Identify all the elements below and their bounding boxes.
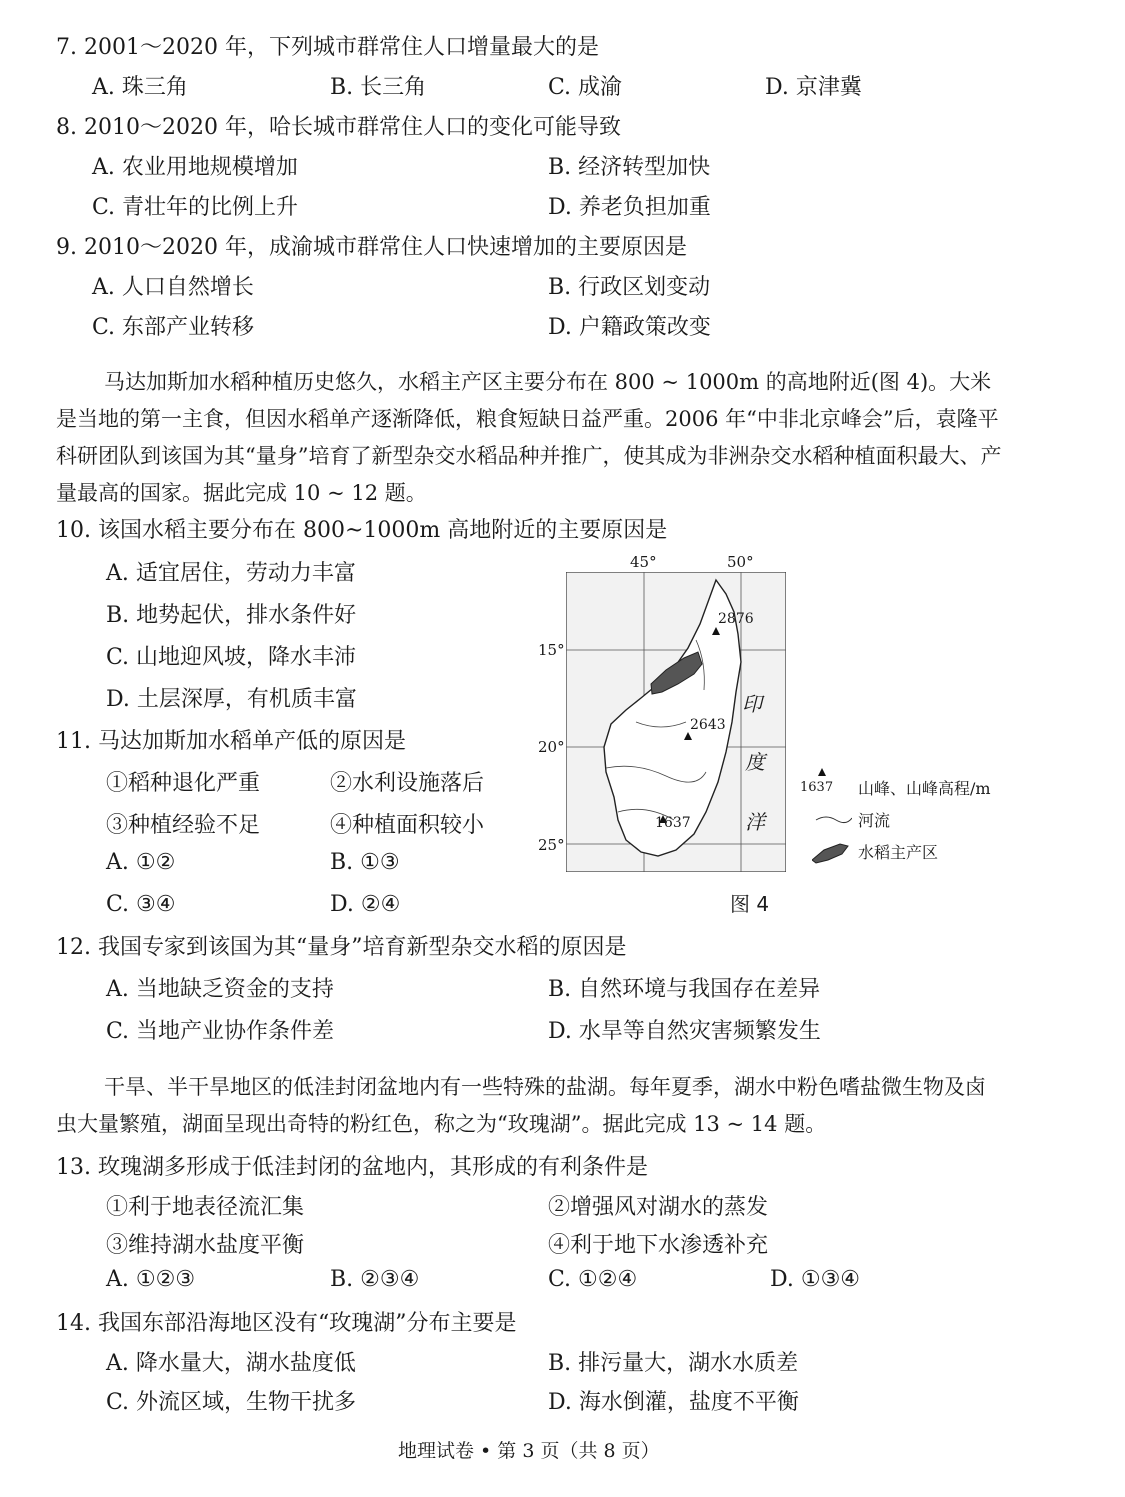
q9-option-a: A. 人口自然增长: [92, 275, 254, 300]
q13-option-c: C. ①②④: [548, 1267, 638, 1292]
q13-item-2: ②增强风对湖水的蒸发: [548, 1195, 769, 1220]
ocean-label-yin: 印: [742, 692, 762, 716]
q11-option-d: D. ②④: [330, 892, 401, 917]
map-lon-label-50: 50°: [727, 553, 754, 571]
q12-option-a: A. 当地缺乏资金的支持: [106, 977, 334, 1002]
passage-madagascar-text: 马达加斯加水稻种植历史悠久，水稻主产区主要分布在 800 ~ 1000m 的高地附近(图 4)。大米是当地的第一主食，但因水稻单产逐渐降低，粮食短缺日益严重。2006 年“中非北京峰会”后，袁隆平科研团队到该国为其“量身”培育了新型杂交水稻品种并推广，使其成为非洲杂交水稻种植面积最大、产量最高的国家。据此完成 10 ~ 12 题。: [56, 370, 1002, 505]
q13-item-4: ④利于地下水渗透补充: [548, 1233, 769, 1258]
page-footer: 地理试卷 • 第 3 页（共 8 页）: [398, 1440, 660, 1462]
legend-peak-text: 山峰、山峰高程/m: [858, 779, 991, 798]
q8-stem: 8. 2010～2020 年，哈长城市群常住人口的变化可能导致: [56, 115, 621, 140]
q12-option-d: D. 水旱等自然灾害频繁发生: [548, 1019, 821, 1044]
legend-rice-icon: [812, 844, 848, 863]
q13-option-b: B. ②③④: [330, 1267, 420, 1292]
figure-caption: 图 4: [730, 892, 770, 916]
q10-option-b: B. 地势起伏，排水条件好: [106, 603, 357, 628]
map-lon-label-45: 45°: [630, 553, 657, 571]
passage-rose-lake: [56, 1069, 1006, 1143]
q11-item-4: ④种植面积较小: [330, 813, 485, 838]
legend-river-icon: [816, 817, 852, 823]
ocean-label-yang: 洋: [745, 810, 765, 834]
passage-madagascar: [56, 364, 1006, 512]
q11-item-1: ①稻种退化严重: [106, 771, 261, 796]
q14-stem: 14. 我国东部沿海地区没有“玫瑰湖”分布主要是: [56, 1311, 517, 1336]
q11-item-2: ②水利设施落后: [330, 771, 485, 796]
q10-option-c: C. 山地迎风坡，降水丰沛: [106, 645, 357, 670]
legend-peak-icon: [818, 768, 826, 776]
q13-option-d: D. ①③④: [770, 1267, 861, 1292]
map-lat-label-20: 20°: [538, 738, 565, 756]
q10-stem: 10. 该国水稻主要分布在 800~1000m 高地附近的主要原因是: [56, 518, 668, 543]
q13-item-3: ③维持湖水盐度平衡: [106, 1233, 305, 1258]
q7-option-c: C. 成渝: [548, 75, 623, 100]
map-lat-label-25: 25°: [538, 836, 565, 854]
peak-2643-label: 2643: [690, 717, 726, 733]
peak-2876-label: 2876: [718, 611, 754, 627]
q12-option-b: B. 自然环境与我国存在差异: [548, 977, 821, 1002]
q7-option-d: D. 京津冀: [765, 75, 862, 100]
q13-item-1: ①利于地表径流汇集: [106, 1195, 305, 1220]
legend-rice-text: 水稻主产区: [858, 843, 939, 862]
q8-option-b: B. 经济转型加快: [548, 155, 711, 180]
q14-option-b: B. 排污量大，湖水水质差: [548, 1351, 799, 1376]
q8-option-d: D. 养老负担加重: [548, 195, 711, 220]
q9-stem: 9. 2010～2020 年，成渝城市群常住人口快速增加的主要原因是: [56, 235, 687, 260]
q9-option-b: B. 行政区划变动: [548, 275, 711, 300]
q9-option-c: C. 东部产业转移: [92, 315, 255, 340]
q14-option-c: C. 外流区域，生物干扰多: [106, 1390, 357, 1415]
q14-option-d: D. 海水倒灌，盐度不平衡: [548, 1390, 799, 1415]
q11-option-c: C. ③④: [106, 892, 176, 917]
q13-option-a: A. ①②③: [106, 1267, 196, 1292]
q8-option-a: A. 农业用地规模增加: [92, 155, 298, 180]
ocean-label-du: 度: [745, 750, 765, 774]
q11-option-b: B. ①③: [330, 850, 400, 875]
q11-stem: 11. 马达加斯加水稻单产低的原因是: [56, 729, 406, 754]
q12-stem: 12. 我国专家到该国为其“量身”培育新型杂交水稻的原因是: [56, 935, 627, 960]
q7-option-b: B. 长三角: [330, 75, 427, 100]
q13-stem: 13. 玫瑰湖多形成于低洼封闭的盆地内，其形成的有利条件是: [56, 1155, 648, 1180]
passage-rose-lake-text: 干旱、半干旱地区的低洼封闭盆地内有一些特殊的盐湖。每年夏季，湖水中粉色嗜盐微生物及卤虫大量繁殖，湖面呈现出奇特的粉红色，称之为“玫瑰湖”。据此完成 13 ~ 14 题。: [56, 1075, 986, 1136]
q8-option-c: C. 青壮年的比例上升: [92, 195, 299, 220]
q7-stem: 7. 2001～2020 年，下列城市群常住人口增量最大的是: [56, 35, 599, 60]
q7-option-a: A. 珠三角: [92, 75, 188, 100]
q11-option-a: A. ①②: [106, 850, 176, 875]
q11-item-3: ③种植经验不足: [106, 813, 261, 838]
q9-option-d: D. 户籍政策改变: [548, 315, 711, 340]
map-lat-label-15: 15°: [538, 641, 565, 659]
legend-river-text: 河流: [858, 811, 891, 830]
legend-peak-value: 1637: [800, 780, 834, 795]
q14-option-a: A. 降水量大，湖水盐度低: [106, 1351, 356, 1376]
q10-option-d: D. 土层深厚，有机质丰富: [106, 687, 357, 712]
q12-option-c: C. 当地产业协作条件差: [106, 1019, 335, 1044]
q10-option-a: A. 适宜居住，劳动力丰富: [106, 561, 356, 586]
peak-1637-label: 1637: [655, 815, 691, 831]
